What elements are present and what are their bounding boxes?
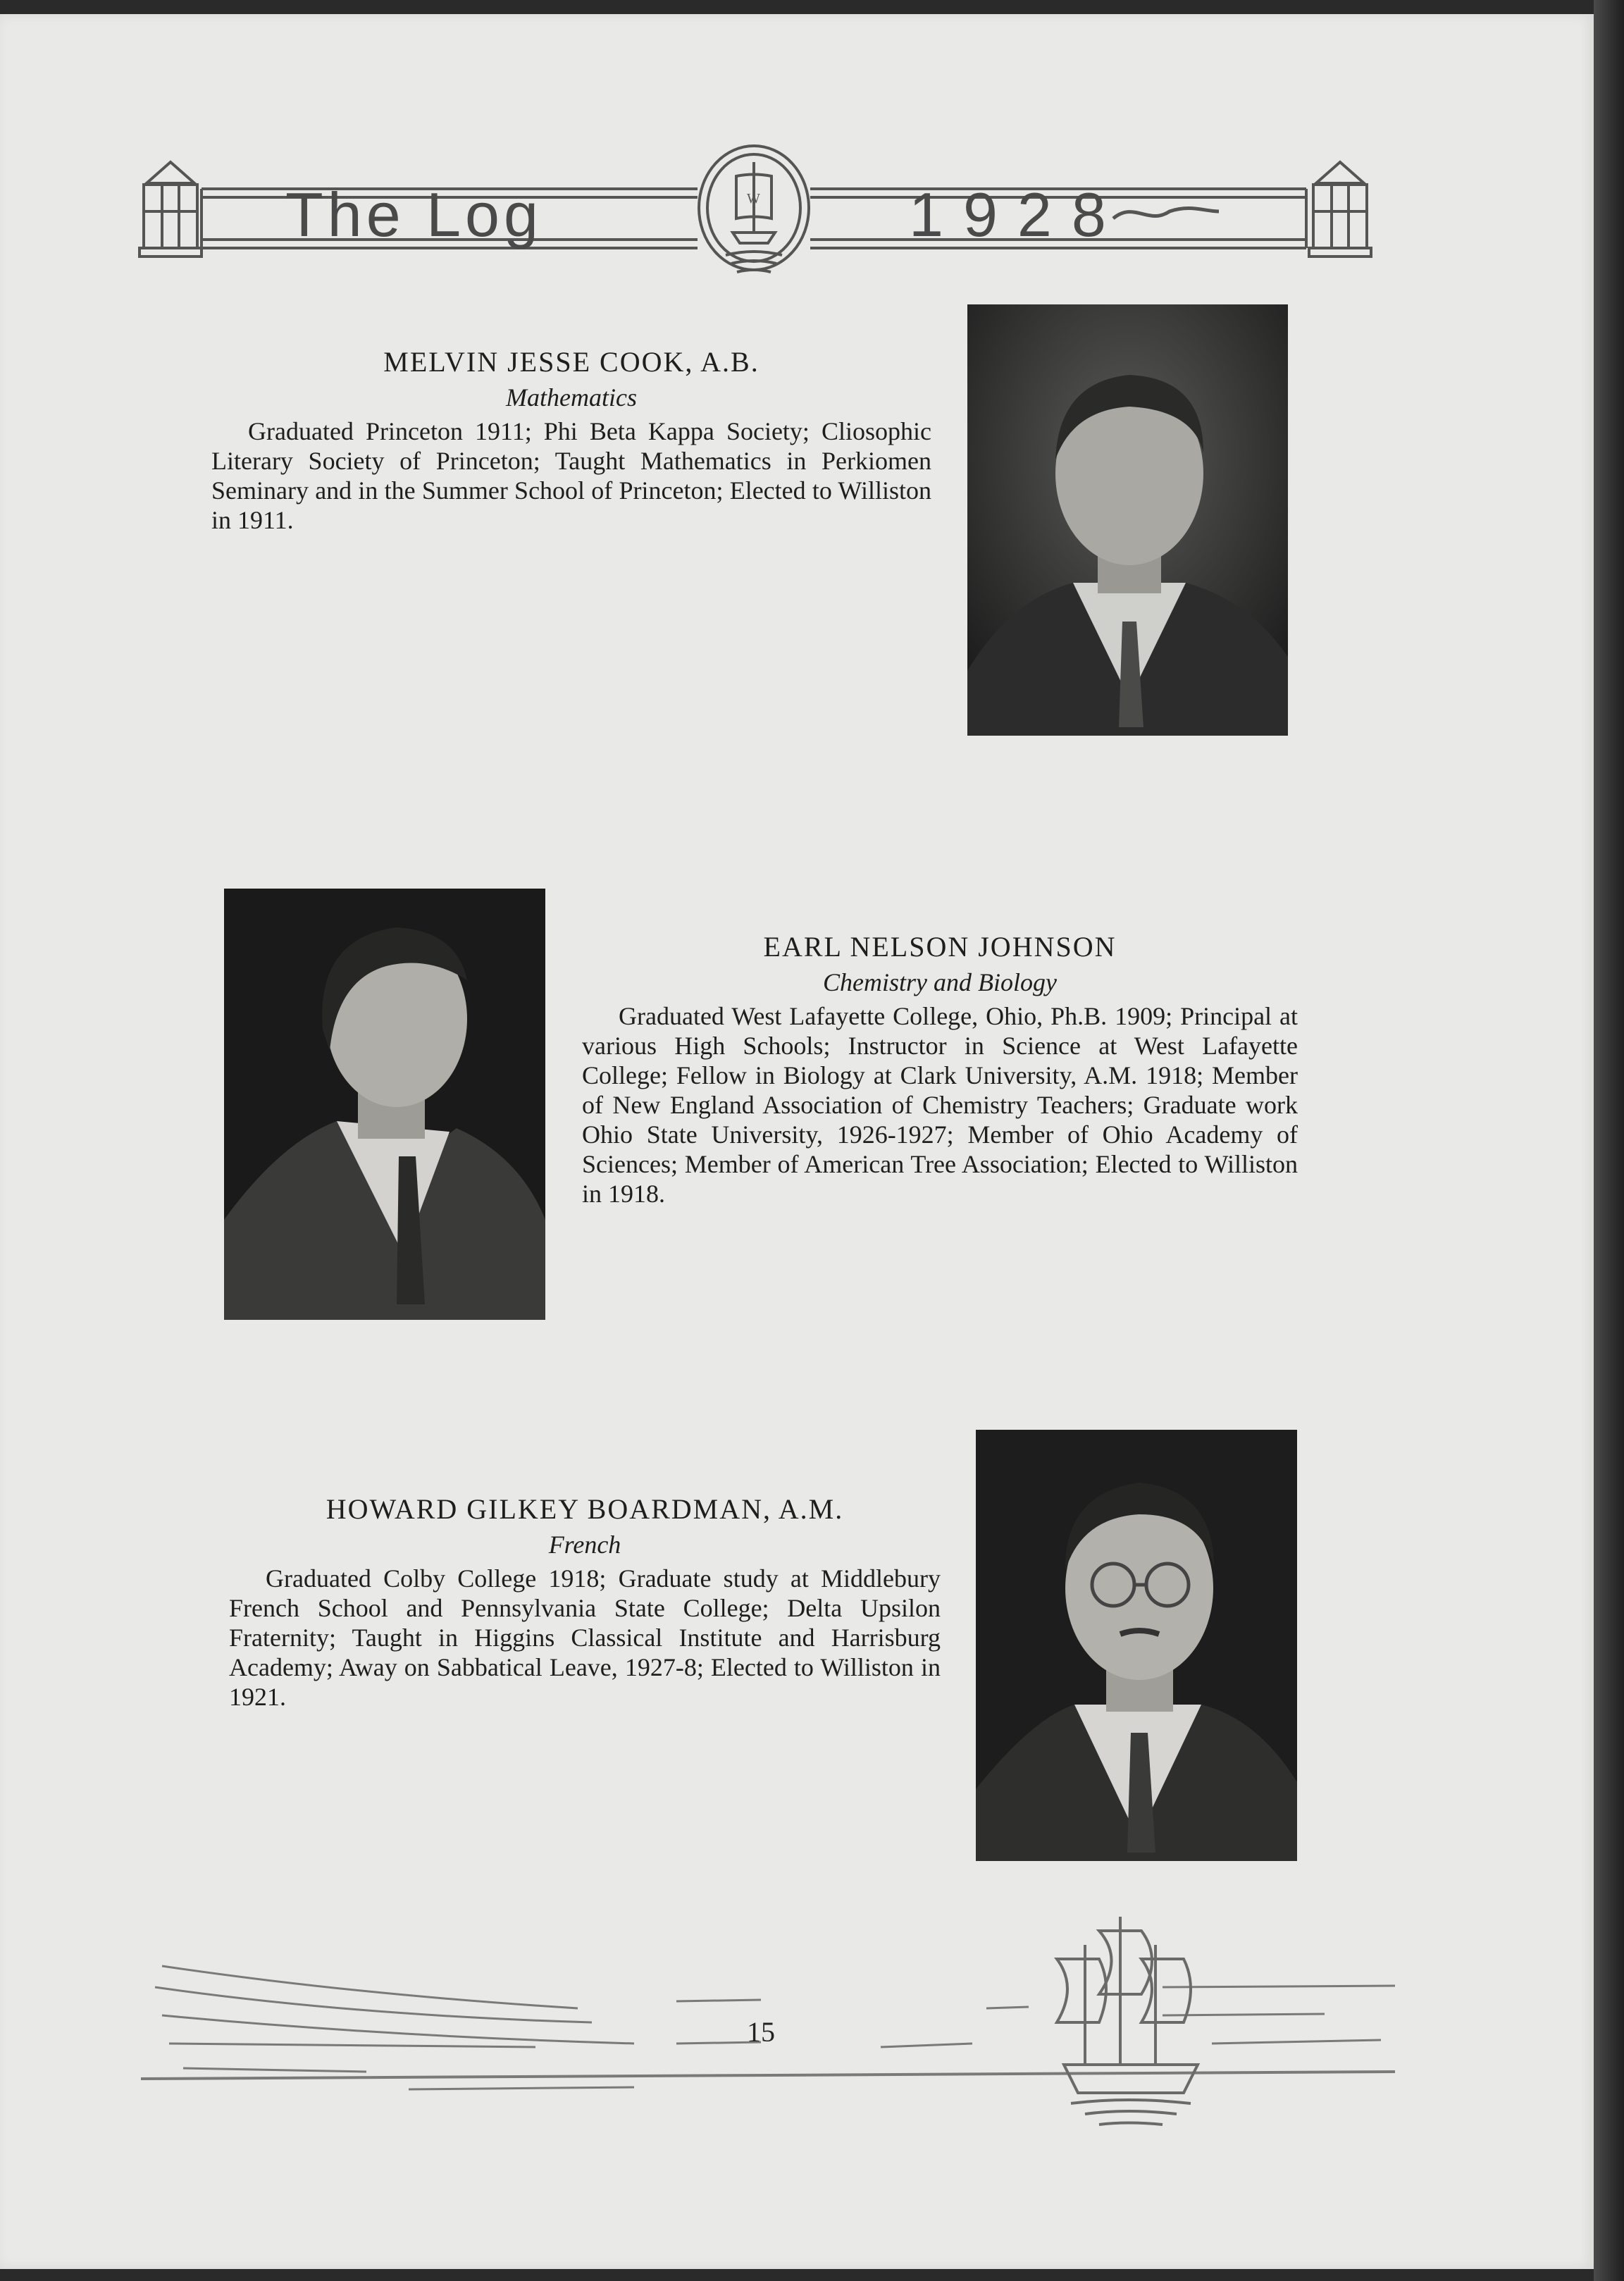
faculty-bio: Graduated West Lafayette College, Ohio, Ph.B. 1909; Principal at various High Schools; Instructor in Science at West Lafayette College; Fellow in Biology at Clark University, A.M. 1918; Member of New England Association of Chemistry Teachers; Graduate work Ohio State University, 1926-1927; Member of Ohio Academy of Sciences; Member of American Tree Association; Elected to Williston in 1918. <box>582 1002 1298 1208</box>
faculty-name: HOWARD GILKEY BOARDMAN, A.M. <box>326 1493 844 1525</box>
portrait-image <box>967 304 1288 736</box>
yearbook-page <box>0 14 1594 2269</box>
portrait-image <box>224 889 545 1320</box>
ship-icon <box>1057 1917 1198 2125</box>
faculty-subject: French <box>548 1531 621 1559</box>
portrait-photo-boardman <box>976 1430 1297 1861</box>
faculty-entry-boardman <box>229 1492 941 1712</box>
ship-medallion-icon <box>699 146 809 272</box>
svg-text:W: W <box>747 191 760 206</box>
faculty-bio: Graduated Princeton 1911; Phi Beta Kappa Society; Cliosophic Literary Society of Princeton; Taught Mathematics in Perkiomen Seminary and in the Summer School of Princeton; Elected to Williston in 1911. <box>211 417 931 534</box>
faculty-bio: Graduated Colby College 1918; Graduate study at Middlebury French School and Pennsylvania State College; Delta Upsilon Fraternity; Taught in Higgins Classical Institute and Harrisburg Academy; Away on Sabbatical Leave, 1927-8; Elected to Williston in 1921. <box>229 1564 941 1711</box>
faculty-subject: Chemistry and Biology <box>823 968 1057 996</box>
portrait-photo-cook <box>967 304 1288 736</box>
faculty-entry-johnson <box>582 930 1298 1209</box>
header-title: The Log <box>285 180 543 249</box>
portrait-image <box>976 1430 1297 1861</box>
faculty-entry-cook <box>211 345 931 535</box>
book-edge-shadow <box>1594 0 1624 2281</box>
faculty-name: EARL NELSON JOHNSON <box>763 931 1117 963</box>
faculty-name: MELVIN JESSE COOK, A.B. <box>383 346 760 378</box>
portrait-photo-johnson <box>224 889 545 1320</box>
header-year: 1928 <box>909 180 1126 249</box>
page-header-banner <box>134 134 1374 289</box>
faculty-subject: Mathematics <box>506 383 637 412</box>
page-number: 15 <box>747 2016 775 2048</box>
